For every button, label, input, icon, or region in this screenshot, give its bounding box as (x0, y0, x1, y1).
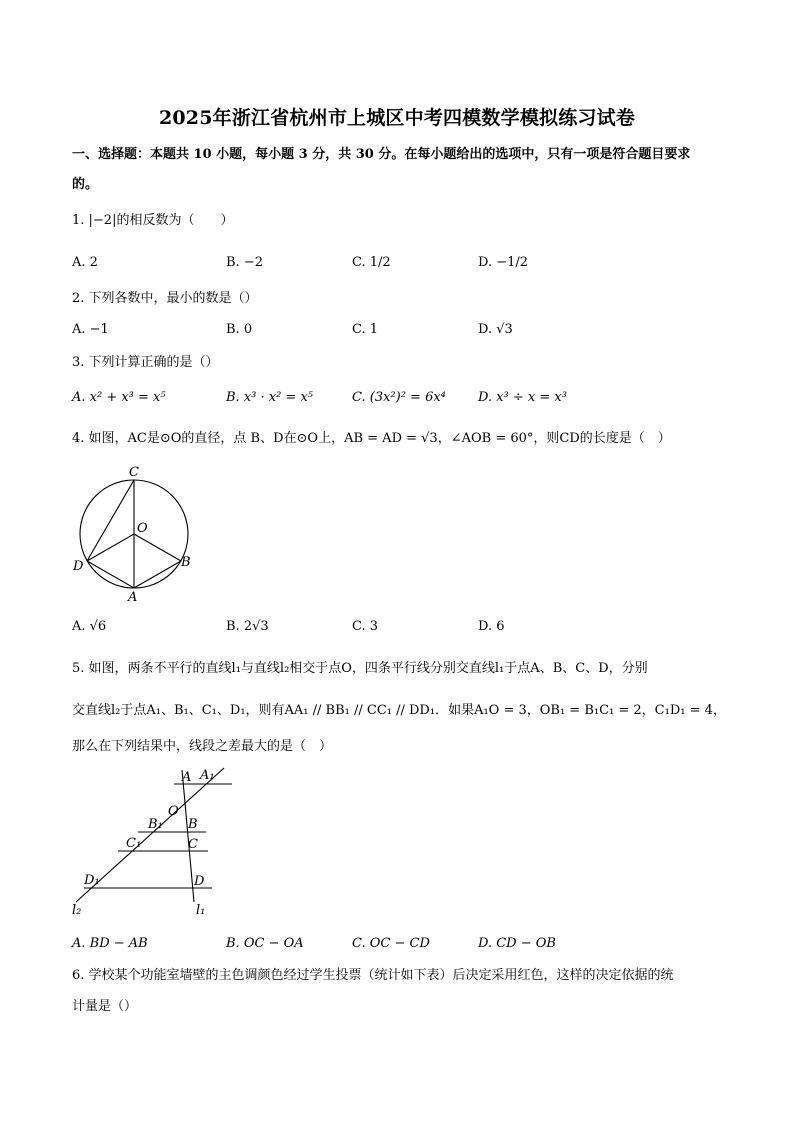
q1-option-d: D. −1/2 (478, 255, 529, 270)
q5-option-a: A. BD − AB (72, 936, 148, 951)
question-5-stem-line2: 交直线l₂于点A₁、B₁、C₁、D₁，则有AA₁ // BB₁ // CC₁ // DD₁．如果A₁O = 3，OB₁ = B₁C₁ = 2，C₁D₁ = 4， (72, 703, 726, 718)
label-d: D (194, 874, 205, 889)
chord-ab (134, 561, 181, 588)
q1-option-c: C. 1/2 (352, 255, 391, 270)
q4-option-d: D. 6 (478, 619, 505, 634)
q5-option-d: D. CD − OB (478, 936, 556, 951)
q2-option-d: D. √3 (478, 322, 513, 337)
label-c1: C₁ (126, 836, 142, 851)
label-o: O (137, 521, 148, 536)
label-a: A (128, 590, 138, 605)
label-d1: D₁ (84, 873, 100, 888)
label-c: C (129, 465, 139, 480)
q2-option-b: B. 0 (226, 322, 253, 337)
radius-od (87, 534, 134, 561)
question-1-stem: 1. |−2|的相反数为（ ） (72, 213, 234, 228)
radius-ob (134, 534, 181, 561)
question-6-stem-line1: 6. 学校某个功能室墙壁的主色调颜色经过学生投票（统计如下表）后决定采用红色，这样的决定依据的统 (72, 968, 674, 983)
q1-option-b: B. −2 (226, 255, 263, 270)
question-5-stem-line1: 5. 如图，两条不平行的直线l₁与直线l₂相交于点O，四条平行线分别交直线l₁于点A、B、C、D，分别 (72, 661, 648, 676)
q3-option-a: A. x² + x³ = x⁵ (72, 390, 166, 405)
exam-title: 2025年浙江省杭州市上城区中考四模数学模拟练习试卷 (158, 107, 636, 129)
q2-option-c: C. 1 (352, 322, 379, 337)
q3-option-d: D. x³ ÷ x = x³ (478, 390, 567, 405)
question-4-stem: 4. 如图，AC是⊙O的直径，点 B、D在⊙O上，AB = AD = √3，∠AOB = 60°，则CD的长度是（ ） (72, 431, 671, 446)
q4-option-b: B. 2√3 (226, 619, 269, 634)
label-b: B (188, 817, 198, 832)
q4-option-a: A. √6 (72, 619, 107, 634)
label-a1: A₁ (200, 768, 215, 783)
question-2-stem: 2. 下列各数中，最小的数是（） (72, 291, 258, 306)
q4-option-c: C. 3 (352, 619, 379, 634)
label-l1: l₁ (196, 903, 206, 918)
question-5-stem-line3: 那么在下列结果中，线段之差最大的是（ ） (72, 739, 333, 754)
q2-option-a: A. −1 (72, 322, 109, 337)
question-6-stem-line2: 计量是（） (72, 999, 138, 1014)
chord-cd (87, 480, 134, 561)
label-a: A (182, 770, 192, 785)
q1-option-a: A. 2 (72, 255, 98, 270)
q5-parallel-lines-figure (66, 762, 246, 922)
q4-circle-figure (70, 460, 210, 605)
chord-da (87, 561, 134, 588)
question-3-stem: 3. 下列计算正确的是（） (72, 355, 219, 370)
section-1-heading: 一、选择题：本题共 10 小题，每小题 3 分，共 30 分。在每小题给出的选项中，只有一项是符合题目要求 (72, 147, 691, 162)
q5-option-c: C. OC − CD (352, 936, 430, 951)
q5-option-b: B. OC − OA (226, 936, 304, 951)
label-d: D (73, 559, 84, 574)
q3-option-c: C. (3x²)² = 6x⁴ (352, 390, 446, 405)
label-l2: l₂ (72, 903, 82, 918)
q3-option-b: B. x³ · x² = x⁵ (226, 390, 314, 405)
label-b: B (181, 555, 191, 570)
label-c: C (188, 837, 198, 852)
label-b1: B₁ (148, 817, 163, 832)
line-l1 (182, 770, 194, 902)
section-1-heading-cont: 的。 (72, 177, 99, 192)
label-o: O (168, 804, 179, 819)
